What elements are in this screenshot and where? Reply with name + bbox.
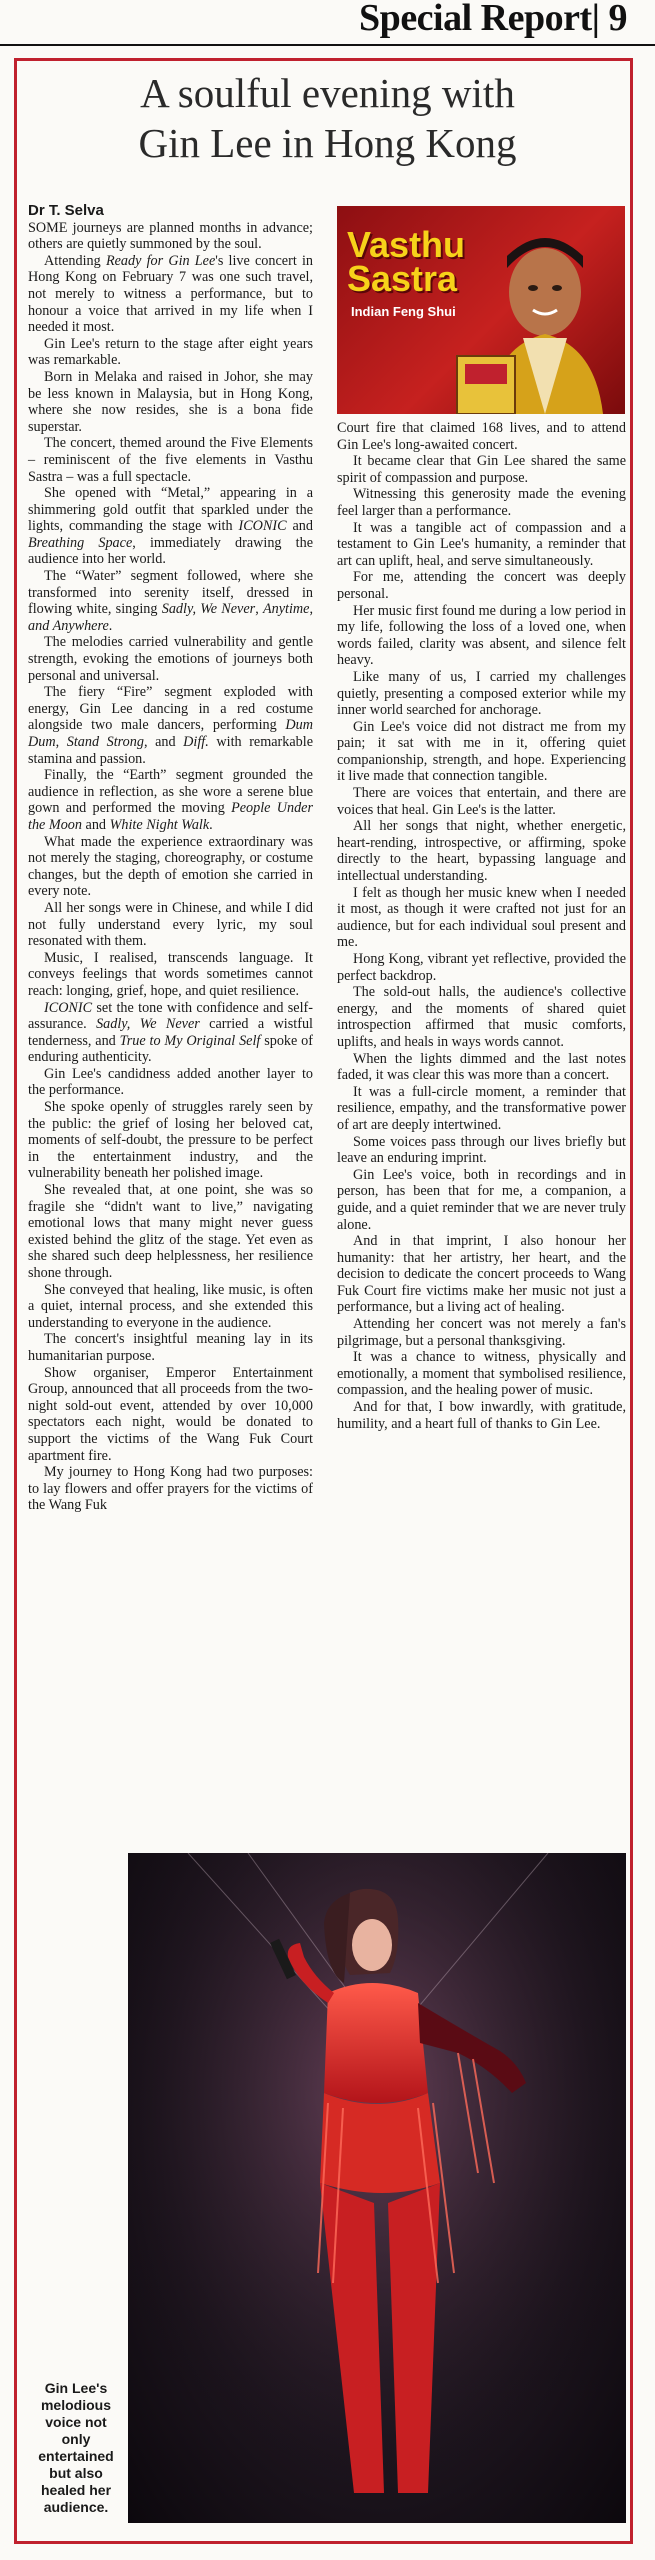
col2-paragraph: When the lights dimmed and the last notes faded, it was clear this was more than a concert. — [337, 1050, 626, 1084]
col1-paragraph: She spoke openly of struggles rarely seen by the public: the grief of losing her beloved cat, moments of self-doubt, the pressure to be perfect in the entertainment industry, and the vulnerability beneath her polished image. — [28, 1099, 313, 1182]
logo-tagline: Indian Feng Shui — [351, 304, 456, 319]
col1-paragraph: Music, I realised, transcends language. It conveys feelings that words sometimes cannot reach: longing, grief, hope, and quiet resilience. — [28, 949, 313, 999]
headline-line-1: A soulful evening with — [140, 70, 515, 116]
col2-paragraph: Like many of us, I carried my challenges quietly, presenting a composed exterior while my inner world searched for anchorage. — [337, 668, 626, 719]
concert-photo — [128, 1853, 626, 2523]
byline: Dr T. Selva — [28, 202, 104, 219]
col2-paragraph: Her music first found me during a low period in my life, following the loss of a loved one, when words failed, clarity was absent, and silence felt heavy. — [337, 602, 626, 669]
col2-paragraph: All her songs that night, whether energetic, heart-rending, introspective, or affirming, spoke directly to the heart, bypassing language and intellectual understanding. — [337, 818, 626, 885]
col2-paragraph: Hong Kong, vibrant yet reflective, provided the perfect backdrop. — [337, 951, 626, 984]
section-title: Special Report| 9 — [359, 0, 627, 39]
col2-paragraph: The sold-out halls, the audience's collective energy, and the moments of shared quiet introspection affirmed that music comforts, uplifts, and heals in ways words cannot. — [337, 984, 626, 1050]
col1-paragraph: The concert's insightful meaning lay in its humanitarian purpose. — [28, 1331, 313, 1364]
col1-paragraph: My journey to Hong Kong had two purposes: to lay flowers and offer prayers for the victims of the Wang Fuk — [28, 1464, 313, 1514]
col1-paragraph: Show organiser, Emperor Entertainment Group, announced that all proceeds from the two-night sold-out event, attended by over 10,000 spectators each night, would be donated to support the victims of the Wang Fuk Court apartment fire. — [28, 1364, 313, 1464]
col2-paragraph: It was a tangible act of compassion and a testament to Gin Lee's humanity, a reminder that art can uplift, heal, and serve simultaneously. — [337, 519, 626, 569]
col1-paragraph: Gin Lee's candidness added another layer to the performance. — [28, 1065, 313, 1099]
col2-paragraph: Court fire that claimed 168 lives, and to attend Gin Lee's long-awaited concert. — [337, 420, 626, 453]
col2-paragraph: Witnessing this generosity made the evening feel larger than a performance. — [337, 486, 626, 519]
headline-line-2: Gin Lee in Hong Kong — [138, 120, 517, 166]
col1-paragraph: SOME journeys are planned months in advance; others are quietly summoned by the soul. — [28, 219, 313, 253]
article-column-2 — [337, 420, 626, 1432]
col1-paragraph: What made the experience extraordinary was not merely the staging, choreography, or costume changes, but the depth of emotion she carried in every note. — [28, 833, 313, 900]
columnist-logo — [337, 206, 625, 414]
col2-paragraph: Gin Lee's voice did not distract me from my pain; it sat with me in it, offering quiet companionship, strength, and hope. Experiencing it live made that connection tangible. — [337, 718, 626, 785]
col1-paragraph: Born in Melaka and raised in Johor, she may be less known in Malaysia, but in Hong Kong, where she now resides, she is a bona fide superstar. — [28, 368, 313, 435]
logo-word-vasthu: Vasthu — [347, 224, 466, 265]
col1-paragraph: Finally, the “Earth” segment grounded the audience in reflection, as she wore a serene blue gown and performed the moving People Under the Moon and White Night Walk. — [28, 767, 313, 833]
col2-paragraph: It became clear that Gin Lee shared the same spirit of compassion and purpose. — [337, 453, 626, 486]
col2-paragraph: And in that imprint, I also honour her humanity: that her artistry, her heart, and the decision to dedicate the concert proceeds to Wang Fuk Court fire victims make her music not just a performance, but a living act of healing. — [337, 1233, 626, 1316]
article-column-1 — [28, 203, 313, 1514]
col1-paragraph: She conveyed that healing, like music, is often a quiet, internal process, and she extended this understanding to everyone in the audience. — [28, 1281, 313, 1331]
col2-paragraph: And for that, I bow inwardly, with gratitude, humility, and a heart full of thanks to Gin Lee. — [337, 1399, 626, 1432]
header-rule — [0, 44, 655, 46]
col2-paragraph: Some voices pass through our lives briefly but leave an enduring imprint. — [337, 1133, 626, 1167]
page-header — [0, 0, 655, 42]
photo-caption: Gin Lee's melodious voice not only entertained but also healed her audience. — [38, 2380, 114, 2515]
col2-paragraph: I felt as though her music knew when I needed it most, as though it were crafted not just for an audience, but for each individual soul present and me. — [337, 884, 626, 951]
logo-word-sastra: Sastra — [347, 258, 458, 299]
col1-paragraph: All her songs were in Chinese, and while I did not fully understand every lyric, my soul resonated with them. — [28, 899, 313, 950]
col2-paragraph: Attending her concert was not merely a fan's pilgrimage, but a personal thanksgiving. — [337, 1316, 626, 1349]
col1-paragraph: The fiery “Fire” segment exploded with energy, Gin Lee dancing in a red costume alongside two male dancers, performing Dum Dum, Stand Strong, and Diff. with remarkable stamina and passion. — [28, 684, 313, 767]
performer-illustration — [128, 1853, 626, 2523]
col1-paragraph: The concert, themed around the Five Elements – reminiscent of the five elements in Vasthu Sastra – was a full spectacle. — [28, 435, 313, 485]
col1-paragraph: The “Water” segment followed, where she transformed into serenity itself, dressed in flowing white, singing Sadly, We Never, Anytime, and Anywhere. — [28, 568, 314, 634]
col2-paragraph: Gin Lee's voice, both in recordings and in person, has been that for me, a companion, a guide, and a quiet reminder that we are never truly alone. — [337, 1166, 626, 1233]
col2-paragraph: For me, attending the concert was deeply personal. — [337, 569, 626, 602]
col2-paragraph: It was a full-circle moment, a reminder that resilience, empathy, and the transformative power of art are deeply intertwined. — [337, 1083, 626, 1133]
col1-paragraph: She revealed that, at one point, she was so fragile she “didn't want to live,” navigating emotional lows that many might never guess existed behind the glitz of the stage. Yet even as she shared such deep helplessness, her resilience shone through. — [28, 1182, 313, 1281]
col2-paragraph: It was a chance to witness, physically and emotionally, a moment that symbolised resilience, compassion, and the healing power of music. — [337, 1349, 626, 1399]
col1-paragraph: Attending Ready for Gin Lee's live concert in Hong Kong on February 7 was one such travel, not merely to witness a performance, but to honour a voice that arrived in my life when I needed it most. — [28, 252, 313, 336]
col1-paragraph: Gin Lee's return to the stage after eight years was remarkable. — [28, 335, 313, 369]
col1-paragraph: The melodies carried vulnerability and gentle strength, evoking the emotions of journeys both personal and universal. — [28, 634, 313, 684]
col2-paragraph: There are voices that entertain, and there are voices that heal. Gin Lee's is the latter. — [337, 785, 626, 818]
headline — [20, 68, 635, 168]
col1-paragraph: ICONIC set the tone with confidence and self-assurance. Sadly, We Never carried a wistful tenderness, and True to My Original Self spoke of enduring authenticity. — [28, 999, 313, 1066]
col1-paragraph: She opened with “Metal,” appearing in a shimmering gold outfit that sparkled under the lights, commanding the stage with ICONIC and Breathing Space, immediately drawing the audience into her world. — [28, 485, 313, 568]
